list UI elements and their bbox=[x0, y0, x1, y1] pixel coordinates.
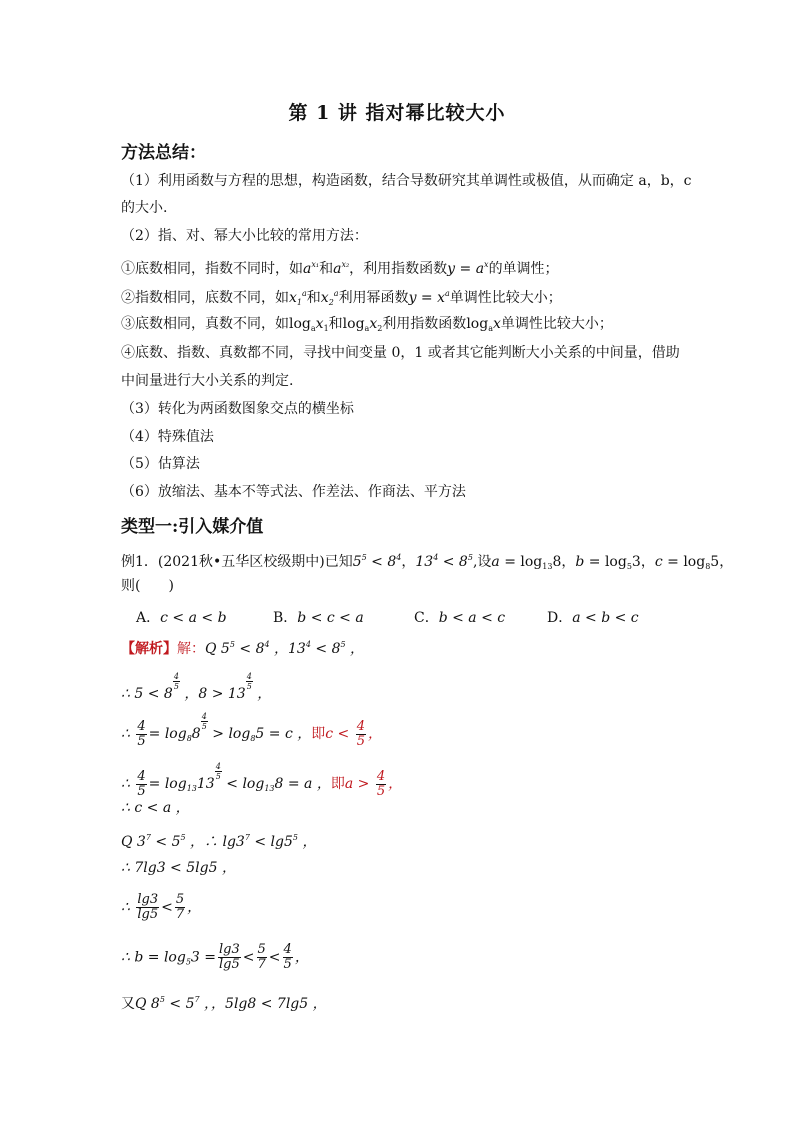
m1-text-a: ①底数相同，指数不同时，如 bbox=[121, 261, 303, 277]
analysis-line3: ∴ $\frac{4}{5}$ = $\log_88$ $\frac{4}{5}$ > $\log_85 = c$ ，即c < $\frac{4}{5}$ ， bbox=[121, 712, 383, 749]
m1-expr-1: $a^{x_1}$ bbox=[303, 260, 320, 277]
method-item-3 bbox=[121, 314, 613, 339]
m2-text-c: 利用幂函数 bbox=[338, 290, 409, 306]
method-p1-line2: 的大小. bbox=[121, 200, 168, 216]
analysis-line10: 又Q $8^5 < 5^7$ ，，5lg8 < 7lg5 ， bbox=[121, 995, 327, 1012]
m2-expr-3: $y = x^a$ bbox=[408, 289, 450, 306]
example-line1: 例1．(2021秋•五华区校级期中)已知$5^5 < 8^4$，$13^4 < 8^5$,设$a = \log_{13}8$，$b = \log_53$，$c = \log_85$， bbox=[121, 553, 734, 571]
option-c[interactable]: C．b < a < c bbox=[414, 610, 506, 626]
option-b[interactable]: B．b < c < a bbox=[273, 610, 364, 626]
m3-text-d: 单调性比较大小； bbox=[500, 316, 613, 332]
m3-text-b: 和 bbox=[328, 316, 343, 332]
analysis-tag: 【解析】 bbox=[121, 641, 177, 657]
m1-text-d: 的单调性； bbox=[488, 261, 559, 277]
m1-text-c: ，利用指数函数 bbox=[349, 261, 448, 277]
method-item-1 bbox=[121, 255, 559, 279]
method-p5: （5）估算法 bbox=[121, 456, 200, 472]
m3-expr-3: $\log_ax$ bbox=[466, 316, 501, 333]
method-p3: （3）转化为两函数图象交点的横坐标 bbox=[121, 401, 354, 417]
example-end: ， bbox=[719, 554, 734, 570]
method-p4: （4）特殊值法 bbox=[121, 429, 214, 445]
analysis-given: Q $5^5 < 8^4$ ，$13^4 < 8^5$ ， bbox=[205, 640, 365, 657]
m2-text-a: ②指数相同，底数不同，如 bbox=[121, 290, 289, 306]
method-p2: （2）指、对、幂大小比较的常用方法： bbox=[121, 228, 368, 244]
method-item-2 bbox=[121, 284, 562, 313]
method-item-4-line1: ④底数、指数、真数都不同，寻找中间变量 0，1 或者其它能判断大小关系的中间量，借助 bbox=[121, 345, 680, 361]
example-cond-2: $13^4 < 8^5$ bbox=[415, 553, 473, 570]
method-p1-line1: （1）利用函数与方程的思想，构造函数，结合导数研究其单调性或极值，从而确定 a，b，c bbox=[121, 173, 692, 189]
example-line2: 则( ) bbox=[121, 578, 174, 594]
example-def-a: $a = \log_{13}8$ bbox=[491, 554, 562, 571]
analysis-line1 bbox=[121, 635, 364, 659]
example-def-b: $b = \log_53$ bbox=[575, 554, 641, 571]
m1-text-b: 和 bbox=[319, 261, 334, 277]
option-d[interactable]: D．a < b < c bbox=[547, 610, 639, 626]
m2-expr-2: $x_2^a$ bbox=[320, 289, 339, 307]
example-prefix: 例1．(2021秋•五华区校级期中)已知 bbox=[121, 554, 353, 570]
m2-expr-1: $x_1^a$ bbox=[289, 289, 307, 307]
type-one-heading: 类型一:引入媒介值 bbox=[121, 517, 264, 537]
m2-text-d: 单调性比较大小； bbox=[449, 290, 562, 306]
analysis-line6: Q $3^7 < 5^5$ ，∴ $\lg 3^7 < \lg 5^5$ ， bbox=[121, 833, 317, 850]
analysis-7lg3: ∴ 7lg3 < 5lg5 ， bbox=[121, 860, 236, 876]
example-cond-1: $5^5 < 8^4$ bbox=[352, 553, 402, 570]
analysis-c-lt-a: ∴ c < a ， bbox=[121, 800, 190, 816]
analysis-line8: ∴ $\frac{\lg 3}{\lg 5}$ < $\frac{5}{7}$ ， bbox=[121, 892, 202, 922]
m3-expr-1: $\log_ax_1$ bbox=[289, 316, 329, 333]
m1-expr-2: $a^{x_2}$ bbox=[333, 260, 350, 277]
example-mid: ,设 bbox=[472, 554, 492, 570]
analysis-line4: ∴ $\frac{4}{5}$ = $\log_{13}13$ $\frac{4}{5}$ < $\log_{13}8 = a$ ，即a > $\frac{4}{5}$ ， bbox=[121, 762, 403, 799]
example-def-c: $c = \log_85$ bbox=[654, 554, 720, 571]
page-title: 第 1 讲 指对幂比较大小 bbox=[288, 102, 506, 124]
m3-text-a: ③底数相同，真数不同，如 bbox=[121, 316, 289, 332]
analysis-jie: 解： bbox=[177, 641, 205, 657]
method-summary-heading: 方法总结： bbox=[121, 143, 206, 163]
analysis-line9: ∴ $b = \log_53$ = $\frac{\lg 3}{\lg 5}$ < $\frac{5}{7}$ < $\frac{4}{5}$ ， bbox=[121, 942, 309, 972]
option-a[interactable]: A．c < a < b bbox=[136, 610, 227, 626]
m1-expr-3: $y = a^x$ bbox=[447, 260, 489, 277]
analysis-5lg8: 5lg8 < 7lg5 ， bbox=[225, 996, 327, 1012]
m2-text-b: 和 bbox=[306, 290, 321, 306]
m3-expr-2: $\log_ax_2$ bbox=[342, 316, 383, 333]
m3-text-c: 利用指数函数 bbox=[382, 316, 467, 332]
analysis-line2: ∴ 5 < 8 $\frac{4}{5}$ ，8 > 13 $\frac{4}{5}$ ， bbox=[121, 672, 272, 702]
method-p6: （6）放缩法、基本不等式法、作差法、作商法、平方法 bbox=[121, 484, 466, 500]
method-item-4-line2: 中间量进行大小关系的判定. bbox=[121, 373, 294, 389]
